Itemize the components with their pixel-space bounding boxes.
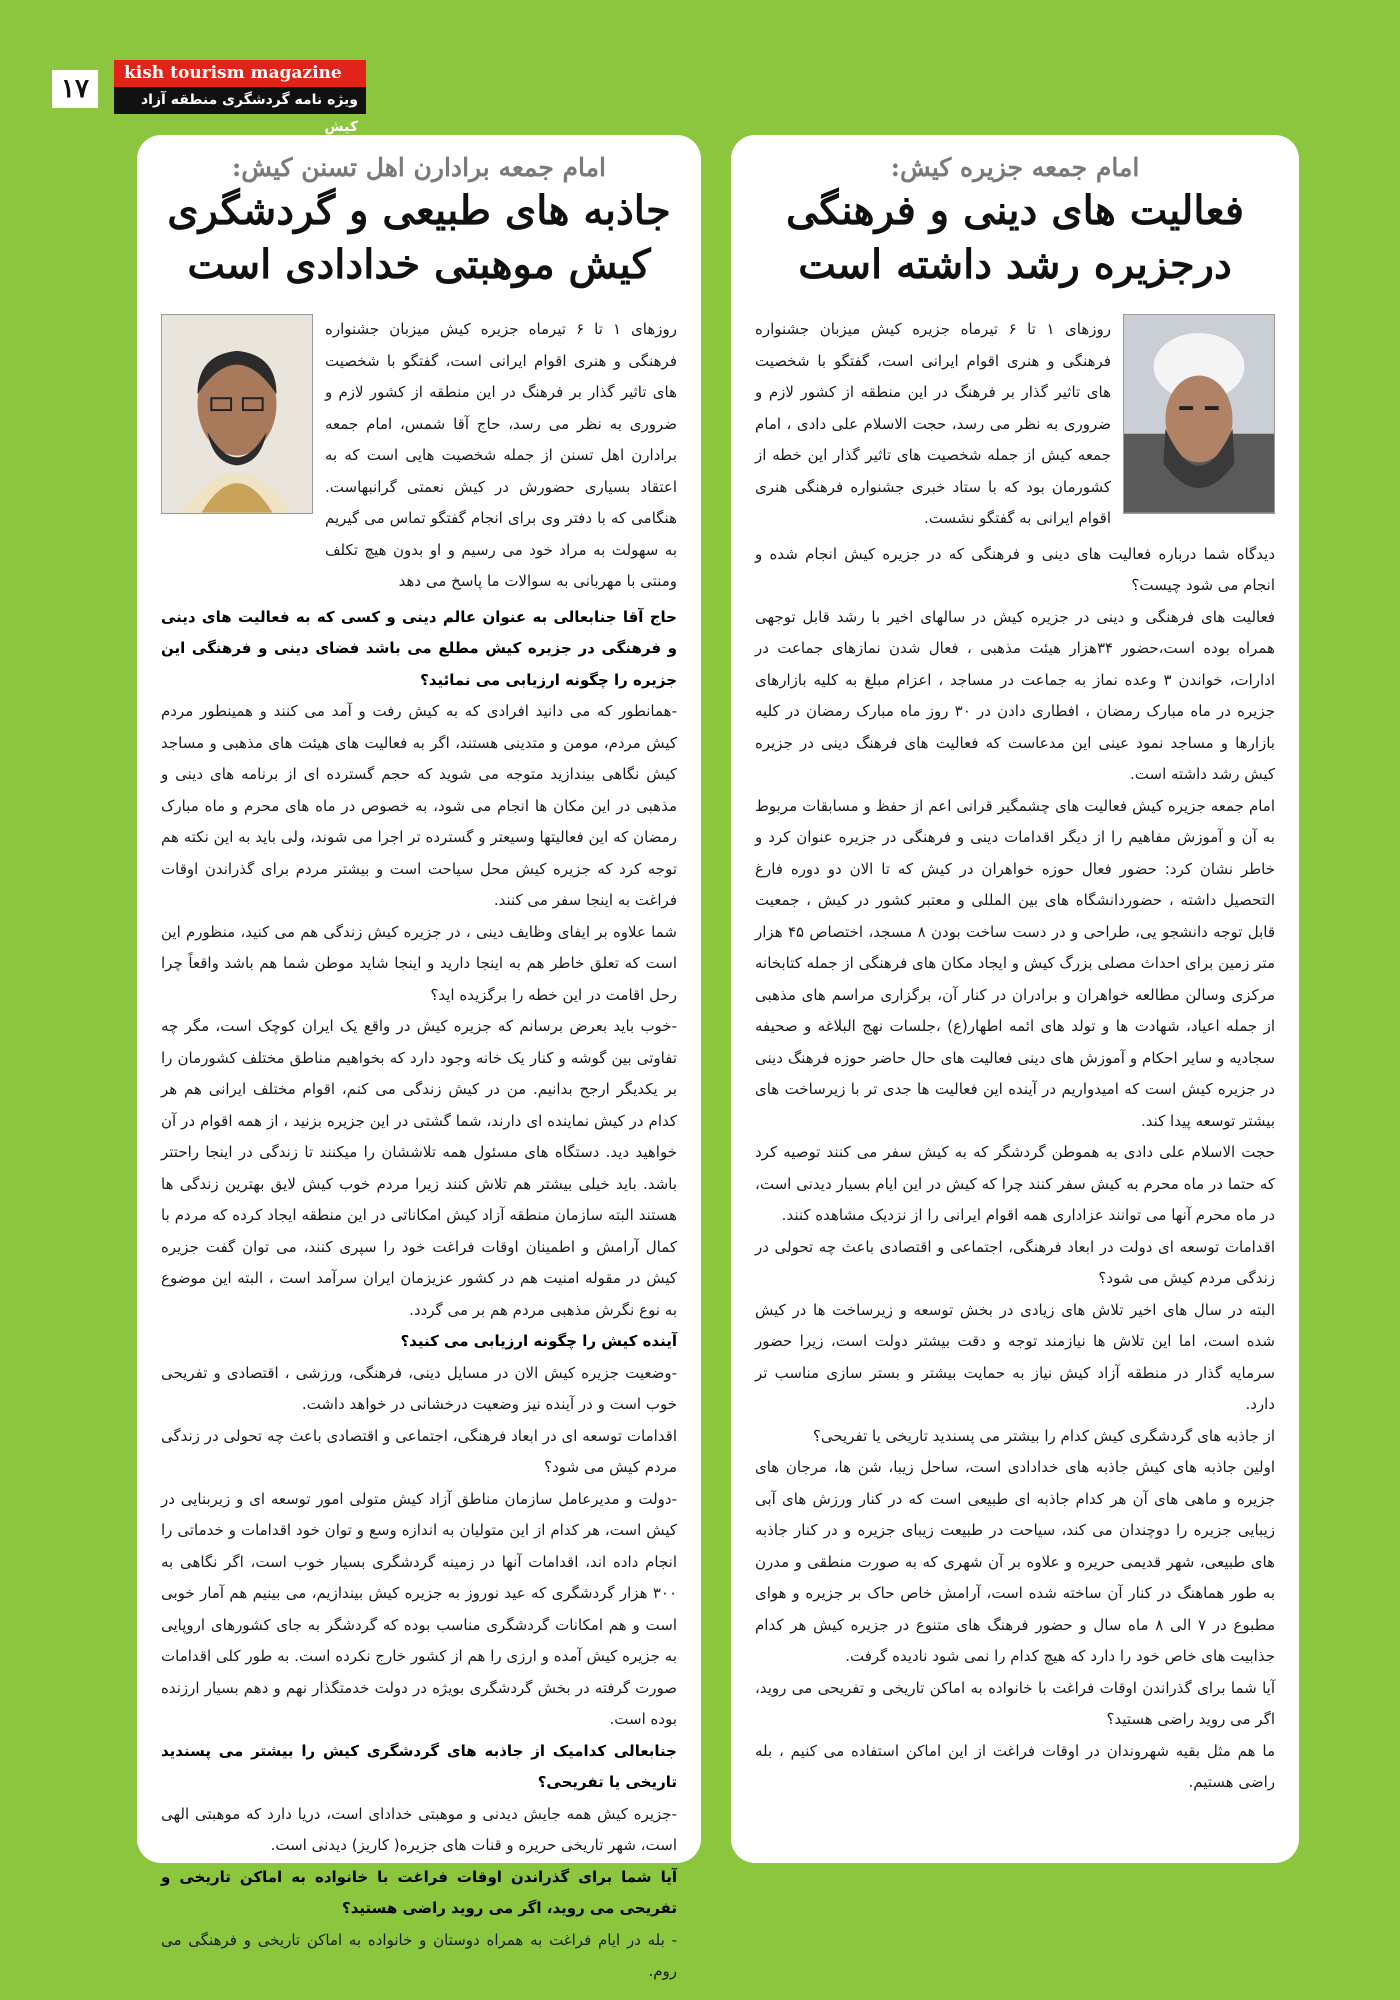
paragraph: البته در سال های اخیر تلاش های زیادی در بخش توسعه و زیرساخت ها در کیش شده است، اما این تلاش ها نیازمند توجه و دقت بیشتر دولت است، زیرا حضور سرمایه گذار در منطقه آزاد کیش نیاز به حمایت بیشتر و بستر سازی مناسب تر دارد. bbox=[755, 1300, 1275, 1413]
article-right-headline: فعالیت های دینی و فرهنگی درجزیره رشد داشته است bbox=[786, 187, 1244, 288]
page-number: ۱۷ bbox=[52, 70, 98, 108]
article-left bbox=[137, 135, 701, 1980]
article-left-body bbox=[161, 314, 677, 1988]
article-right-kicker: امام جمعه جزیره کیش: bbox=[890, 153, 1140, 182]
article-right-intro: روزهای ۱ تا ۶ تیرماه جزیره کیش میزبان جشنواره فرهنگی و هنری اقوام ایرانی است، گفتگو با شخصیت های تاثیر گذار بر فرهنگ در این منطقه از کشور لازم و ضروری به نظر می رسد، حجت الاسلام علی دادی ، امام جمعه کیش از جمله شخصیت های تاثیر گذار این خطه از کشورمان بود که با ستاد خبری جشنواره فرهنگی هنری اقوام ایرانی به گفتگو نشست. bbox=[755, 320, 1111, 527]
paragraph: شما علاوه بر ایفای وظایف دینی ، در جزیره کیش زندگی هم می کنید، منظورم این است که تعلق خاطر هم به اینجا دارید و اینجا شاید موطن شما هم باشد واقعاً چرا رحل اقامت در این خطه را برگزیده اید؟ bbox=[161, 922, 677, 1004]
masthead-title: kish tourism magazine bbox=[114, 60, 366, 87]
paragraph: حجت الاسلام علی دادی به هموطن گردشگر که به کیش سفر می کنند توصیه کرد که حتما در ماه محرم به کیش سفر کنند چرا که کیش در این ایام بسیار دیدنی است، در ماه محرم آنها می توانند عزاداری همه اقوام ایرانی را از نزدیک مشاهده کنند. bbox=[755, 1143, 1275, 1224]
masthead bbox=[40, 60, 366, 135]
article-left-intro-block bbox=[161, 314, 677, 598]
portrait-illustration bbox=[1124, 315, 1274, 513]
paragraph: جنابعالی کدامیک از جاذبه های گردشگری کیش را بیشتر می پسندید تاریخی یا تفریحی؟ bbox=[161, 1741, 677, 1791]
paragraph: حاج آقا جنابعالی به عنوان عالم دینی و کسی که به فعالیت های دینی و فرهنگی در جزیره کیش مطلع می باشد فضای دینی و فرهنگی این جزیره را چگونه ارزیابی می نمائید؟ bbox=[161, 607, 677, 689]
paragraph: امام جمعه جزیره کیش فعالیت های چشمگیر قرانی اعم از حفظ و مسابقات مربوط به آن و آموزش مفاهیم را از دیگر اقدامات دینی و فرهنگی در جزیره عنوان کرد و خاطر نشان کرد: حضور فعال حوزه خواهران در کیش که تا الان دو دوره فارغ التحصیل داشته ، حضوردانشگاه های بین المللی و معتبر کشور در کیش ، جمعیت قابل توجه دانشجو یی، طراحی و در دست ساخت بودن ۸ مسجد، اختصاص ۴۵ هزار متر زمین برای احداث مصلی بزرگ کیش و ایجاد مکان های فرهنگی از جمله کتابخانه مرکزی وسالن مطالعه خواهران و برادران در کنار آن، برگزاری مراسم های مذهبی از جمله اعیاد، شهادت ها و تولد های ائمه اطهار(ع) ،جلسات نهج البلاغه و صحیفه سجادیه و سایر احکام و آموزش های دینی فعالیت های حال حاضر حوزه فرهنگ دینی در جزیره کیش است که امیدواریم در آینده این فعالیت ها جدی تر با زیرساخت های بیشتر توسعه پیدا کند. bbox=[755, 796, 1276, 1130]
paragraph: فعالیت های فرهنگی و دینی در جزیره کیش در سالهای اخیر با رشد قابل توجهی همراه بوده است،حضور ۳۴هزار هیئت مذهبی ، فعال شدن نمازهای جماعت در ادارات، خواندن ۳ وعده نماز به جماعت در مساجد ، اعزام مبلغ به کلیه بازارهای جزیره در ماه مبارک رمضان ، افطاری دادن در ۳۰ روز ماه مبارک رمضان در کلیه بازارها و مساجد نمود عینی این مدعاست که فعالیت های فرهنگ دینی در جزیره کیش رشد داشته است. bbox=[755, 607, 1275, 783]
paragraph: ما هم مثل بقیه شهروندان در اوقات فراغت از این اماکن استفاده می کنیم ، بله راضی هستیم. bbox=[755, 1741, 1275, 1791]
article-left-kicker: امام جمعه برادارن اهل تسنن کیش: bbox=[232, 153, 606, 182]
paragraph: آیا شما برای گذراندن اوقات فراغت با خانواده به اماکن تاریخی و تفریحی می روید، اگر می روید راضی هستید؟ bbox=[755, 1678, 1275, 1728]
paragraph: -همانطور که می دانید افرادی که به کیش رفت و آمد می کنند و همینطور مردم کیش مردم، مومن و متدینی هستند، اگر به فعالیت های هیئت های مذهبی و مساجد کیش نگاهی بیندازید متوجه می شوید که حجم گسترده ای از برنامه های دینی و مذهبی در این مکان ها انجام می شود، به خصوص در ماه های محرم و ماه مبارک رمضان که این فعالیتها وسیعتر و گسترده تر اجرا می شوند، ولی باید به این نکته هم توجه کرد که جزیره کیش محل سیاحت است و بیشتر مردم برای گذراندن اوقات فراغت به اینجا سفر می کنند. bbox=[161, 702, 677, 909]
article-left-headline: جاذبه های طبیعی و گردشگری کیش موهبتی خدادادی است bbox=[167, 187, 671, 288]
paragraph: اقدامات توسعه ای در ابعاد فرهنگی، اجتماعی و اقتصادی باعث چه تحولی در زندگی مردم کیش می شود؟ bbox=[161, 1426, 677, 1476]
article-right-body bbox=[755, 314, 1275, 1799]
article-left-intro: روزهای ۱ تا ۶ تیرماه جزیره کیش میزبان جشنواره فرهنگی و هنری اقوام ایرانی است، گفتگو با شخصیت های تاثیر گذار بر فرهنگ در این منطقه از کشور لازم و ضروری به نظر می رسد، حاج آقا شمس، امام جمعه برادارن اهل تسنن از جمله شخصیت هایی است که به اعتقاد بسیاری حضورش در کیش نعمتی گرانبهاست. هنگامی که با دفتر وی برای انجام گفتگو تماس می گیریم به سهولت به مراد خود می رسیم و او بدون هیچ تکلف ومنتی با مهربانی به سوالات ما پاسخ می دهد bbox=[325, 320, 677, 590]
masthead-subtitle: ویژه نامه گردشگری منطقه آزاد کیش bbox=[114, 87, 366, 114]
paragraph: اولین جاذبه های کیش جاذبه های خدادادی است، ساحل زیبا، شن ها، مرجان های جزیره و ماهی های آن هر کدام جاذبه ای طبیعی است که در کنار ورزش های آبی زیبایی جزیره را دوچندان می کند، سیاحت در طبیعت زیبای جزیره و در کنار جاذبه های طبیعی، شهر قدیمی حریره و علاوه بر آن شهری که به صورت منطقی و مدرن به طور هماهنگ در کنار آن ساخته شده است، آرامش خاص حاک بر جزیره و هوای مطبوع در ۷ الی ۸ ماه سال و حضور فرهنگ های متنوع در جزیره کیش هر کدام جذابیت های خاص خود را دارد که هیچ کدام را نمی شود نادیده گرفت. bbox=[755, 1458, 1275, 1665]
cleric-portrait-photo bbox=[161, 314, 313, 514]
paragraph: آینده کیش را چگونه ارزیابی می کنید؟ bbox=[400, 1332, 677, 1350]
article-right-intro-block bbox=[755, 314, 1275, 535]
paragraph: - بله در ایام فراغت به همراه دوستان و خانواده به اماکن تاریخی و فرهنگی می روم. bbox=[161, 1930, 677, 1980]
article-right bbox=[731, 135, 1299, 1863]
paragraph: آیا شما برای گذراندن اوقات فراغت با خانواده به اماکن تاریخی و تفریحی می روید، اگر می روید راضی هستید؟ bbox=[161, 1867, 677, 1917]
paragraph: -دولت و مدیرعامل سازمان مناطق آزاد کیش متولی امور توسعه ای و زیربنایی در کیش است، هر کدام از این متولیان به اندازه وسع و توان خود اقدامات و خدماتی را انجام داده اند، اقدامات آنها در زمینه گردشگری بسیار خوب است، اگر نگاهی به ۳۰۰ هزار گردشگری که عید نوروز به جزیره کیش بیندازیم، می بینیم هم آمار خوبی است و هم امکانات گردشگری مناسب بوده که گردشگر به جای کشورهای اروپایی به جزیره کیش آمده و ارزی را هم از کشور خارج نکرده است. به طور کلی اقدامات صورت گرفته در بخش گردشگری بویژه در دولت خدمتگذار نهم و دهم بسیار ارزنده بوده است. bbox=[161, 1489, 677, 1728]
paragraph: -خوب باید بعرض برسانم که جزیره کیش در واقع یک ایران کوچک است، مگر چه تفاوتی بین گوشه و کنار یک خانه وجود دارد که بخواهیم مناطق مختلف کشورمان را بر یکدیگر ارجح بدانیم. من در کیش زندگی می کنم، اقوام مختلف ایرانی هم هر کدام در کیش نماینده ای دارند، شما گشتی در این جزیره بزنید ، از همه اقوام در آن خواهید دید. دستگاه های مسئول همه تلاششان را میکنند تا زندگی در اینجا راحتتر باشد. باید خیلی بیشتر هم تلاش کنند زیرا مردم خوب کیش لایق بهترین زندگی ها هستند البته سازمان منطقه آزاد کیش امکاناتی در این منطقه ایجاد کرده که مردم با کمال آرامش و اطمینان اوقات فراغت خود را سپری کنند، می توان گفت جزیره کیش در مقوله امنیت هم در کشور عزیزمان ایران سرآمد است ، البته این موضوع به نوع نگرش مذهبی مردم هم بر می گردد. bbox=[161, 1017, 677, 1319]
cleric-portrait-photo bbox=[1123, 314, 1275, 514]
portrait-illustration bbox=[162, 315, 312, 513]
paragraph: اقدامات توسعه ای دولت در ابعاد فرهنگی، اجتماعی و اقتصادی باعث چه تحولی در زندگی مردم کیش می شود؟ bbox=[755, 1237, 1275, 1287]
paragraph: از جاذبه های گردشگری کیش کدام را بیشتر می پسندید تاریخی یا تفریحی؟ bbox=[812, 1426, 1275, 1445]
paragraph: دیدگاه شما درباره فعالیت های دینی و فرهنگی که در جزیره کیش انجام شده و انجام می شود چیست؟ bbox=[755, 544, 1275, 594]
paragraph: -وضعیت جزیره کیش الان در مسایل دینی، فرهنگی، ورزشی ، اقتصادی و تفریحی خوب است و در آینده نیز وضعیت درخشانی در خواهد داشت. bbox=[161, 1363, 677, 1413]
paragraph: -جزیره کیش همه جایش دیدنی و موهبتی خدادای است، دریا دارد که موهبتی الهی است، شهر تاریخی حریره و قنات های جزیره( کاریز) دیدنی است. bbox=[161, 1804, 677, 1854]
